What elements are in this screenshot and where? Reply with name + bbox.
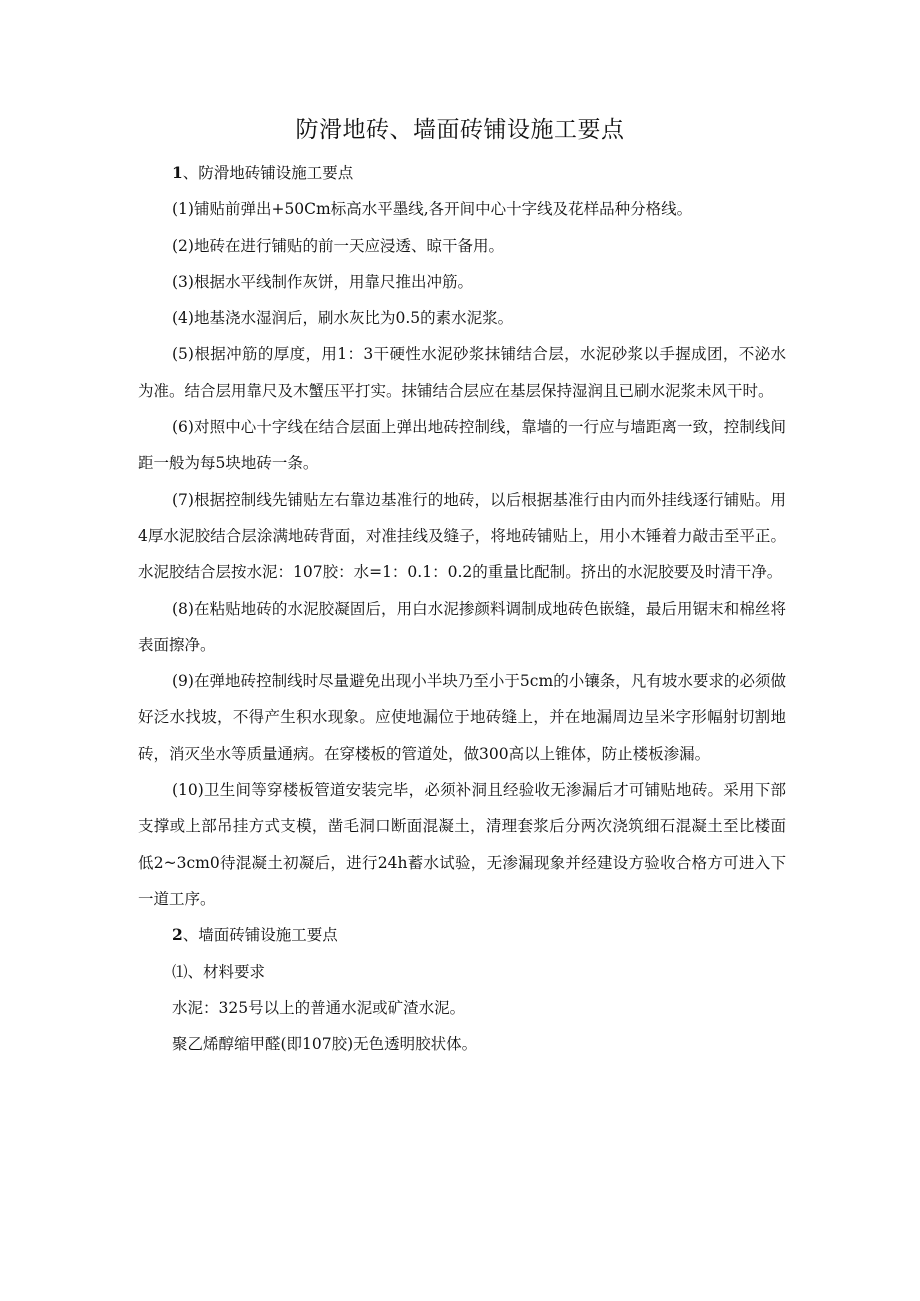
- item-4: (4)地基浇水湿润后，刷水灰比为0.5的素水泥浆。: [172, 309, 514, 328]
- section-1-number: 1: [172, 163, 183, 182]
- document-body: [138, 155, 786, 1062]
- material-glue: 聚乙烯醇缩甲醛(即107胶)无色透明胶状体。: [172, 1035, 478, 1054]
- item-2: (2)地砖在进行铺贴的前一天应浸透、晾干备用。: [172, 236, 504, 255]
- item-6: (6)对照中心十字线在结合层面上弹出地砖控制线，靠墙的一行应与墙距离一致，控制线间距一般为每5块地砖一条。: [138, 418, 786, 473]
- item-8: (8)在粘贴地砖的水泥胶凝固后，用白水泥掺颜料调制成地砖色嵌缝，最后用锯末和棉丝将表面擦净。: [138, 599, 786, 654]
- section-1-heading-text: 、防滑地砖铺设施工要点: [182, 164, 354, 182]
- section-2-heading: [138, 917, 786, 953]
- section-2-number: 2: [172, 925, 183, 945]
- section-1-heading: [138, 155, 786, 191]
- item-3: (3)根据水平线制作灰饼，用靠尺推出冲筋。: [172, 272, 473, 291]
- item-7: (7)根据控制线先铺贴左右靠边基准行的地砖，以后根据基准行由内而外挂线逐行铺贴。用4厚水泥胶结合层涂满地砖背面，对准挂线及缝子，将地砖铺贴上，用小木锤着力敲击至平正。水泥胶结合层按水泥：107胶：水=1：0.1：0.2的重量比配制。挤出的水泥胶要及时清干净。: [138, 490, 786, 582]
- item-5: (5)根据冲筋的厚度，用1：3干硬性水泥砂浆抹铺结合层，水泥砂浆以手握成团，不泌水为准。结合层用靠尺及木蟹压平打实。抹铺结合层应在基层保持湿润且已刷水泥浆未风干时。: [138, 345, 786, 400]
- section-2-heading-text: 、墙面砖铺设施工要点: [182, 926, 338, 945]
- item-9: (9)在弹地砖控制线时尽量避免出现小半块乃至小于5cm的小镶条，凡有坡水要求的必须做好泛水找坡，不得产生积水现象。应使地漏位于地砖缝上，并在地漏周边呈米字形幅射切割地砖，消灭坐水等质量通病。在穿楼板的管道处，做300高以上锥体，防止楼板渗漏。: [138, 672, 786, 763]
- item-10: (10)卫生间等穿楼板管道安装完毕，必须补洞且经验收无渗漏后才可铺贴地砖。采用下部支撑或上部吊挂方式支模，凿毛洞口断面混凝土，清理套浆后分两次浇筑细石混凝土至比楼面低2~3cm0待混凝土初凝后，进行24h蓄水试验，无渗漏现象并经建设方验收合格方可进入下一道工序。: [138, 781, 786, 908]
- document-title: 防滑地砖、墙面砖铺设施工要点: [295, 117, 625, 143]
- material-cement: 水泥：325号以上的普通水泥或矿渣水泥。: [172, 998, 466, 1017]
- item-1: (1)铺贴前弹出+50Cm标高水平墨线,各开间中心十字线及花样品种分格线。: [172, 200, 693, 219]
- subsection-materials: ⑴、材料要求: [172, 962, 266, 981]
